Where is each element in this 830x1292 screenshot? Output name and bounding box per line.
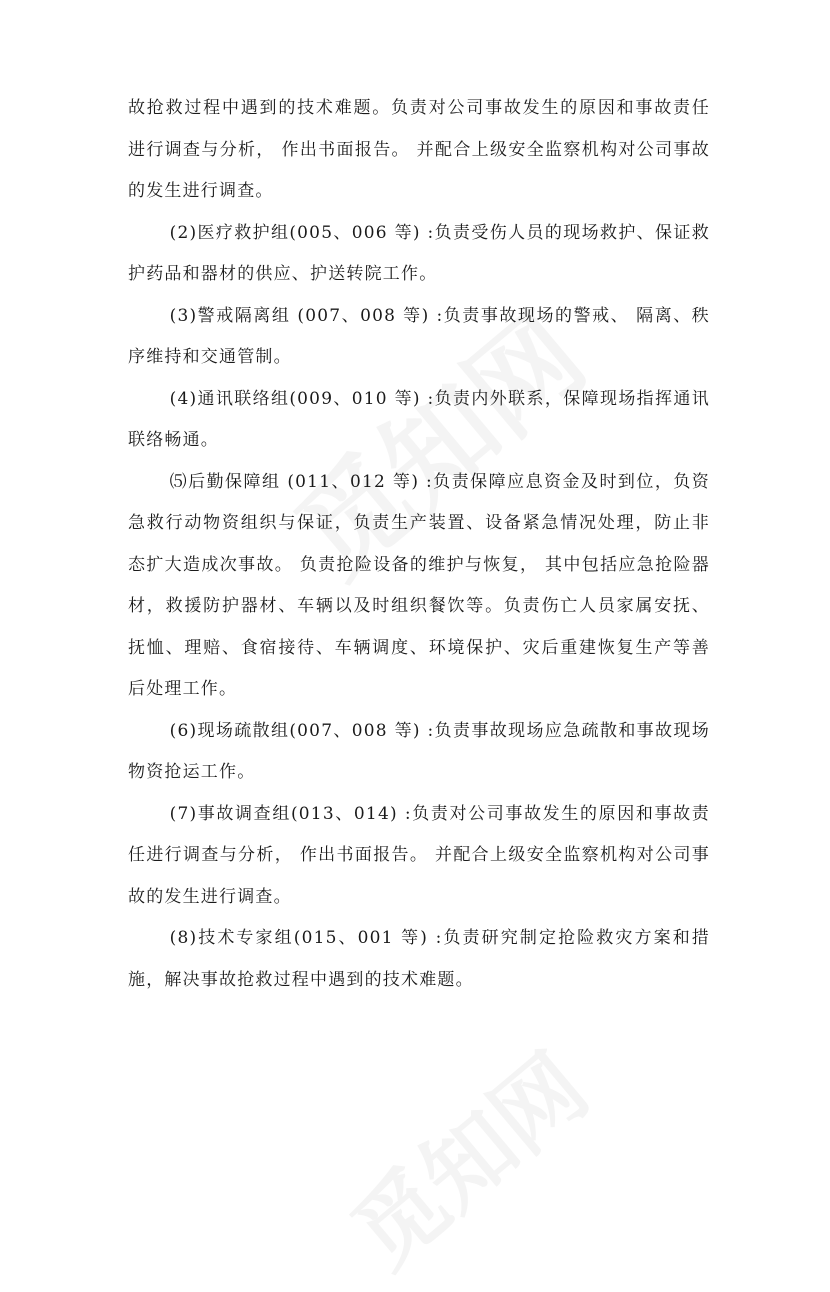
paragraph-continuation: 故抢救过程中遇到的技术难题。负责对公司事故发生的原因和事故责任进行调查与分析， 作出书面报告。 并配合上级安全监察机构对公司事故的发生进行调查。 (128, 98, 710, 201)
paragraph-logistics-group: ⑸后勤保障组 (011、012 等) :负责保障应息资金及时到位，负资急救行动物资组织与保证，负责生产装置、设备紧急情况处理，防止非态扩大造成次事故。 负责抢险设备的维护与恢复， 其中包括应急抢险器材，救援防护器材、车辆以及时组织餐饮等。负责伤亡人员家属安抚、抚恤、理赔、食宿接待、车辆调度、环境保护、灾后重建恢复生产等善后处理工作。 (128, 471, 710, 699)
document-body (128, 88, 710, 1001)
paragraph-expert-group: (8)技术专家组(015、001 等) :负责研究制定抢险救灾方案和措施，解决事故抢救过程中遇到的技术难题。 (128, 928, 710, 990)
paragraph-communication-group: (4)通讯联络组(009、010 等) :负责内外联系，保障现场指挥通讯联络畅通。 (128, 388, 710, 450)
watermark (320, 1018, 610, 1291)
paragraph-medical-rescue-group: (2)医疗救护组(005、006 等) :负责受伤人员的现场救护、保证救护药品和器材的供应、护送转院工作。 (128, 222, 710, 284)
paragraph-evacuation-group: (6)现场疏散组(007、008 等) :负责事故现场应急疏散和事故现场物资抢运工作。 (128, 720, 710, 782)
paragraph-investigation-group: (7)事故调查组(013、014) :负责对公司事故发生的原因和事故责任进行调查与分析， 作出书面报告。 并配合上级安全监察机构对公司事故的发生进行调查。 (128, 803, 710, 907)
paragraph-security-isolation-group: (3)警戒隔离组 (007、008 等) :负责事故现场的警戒、 隔离、秩序维持和交通管制。 (128, 305, 710, 367)
